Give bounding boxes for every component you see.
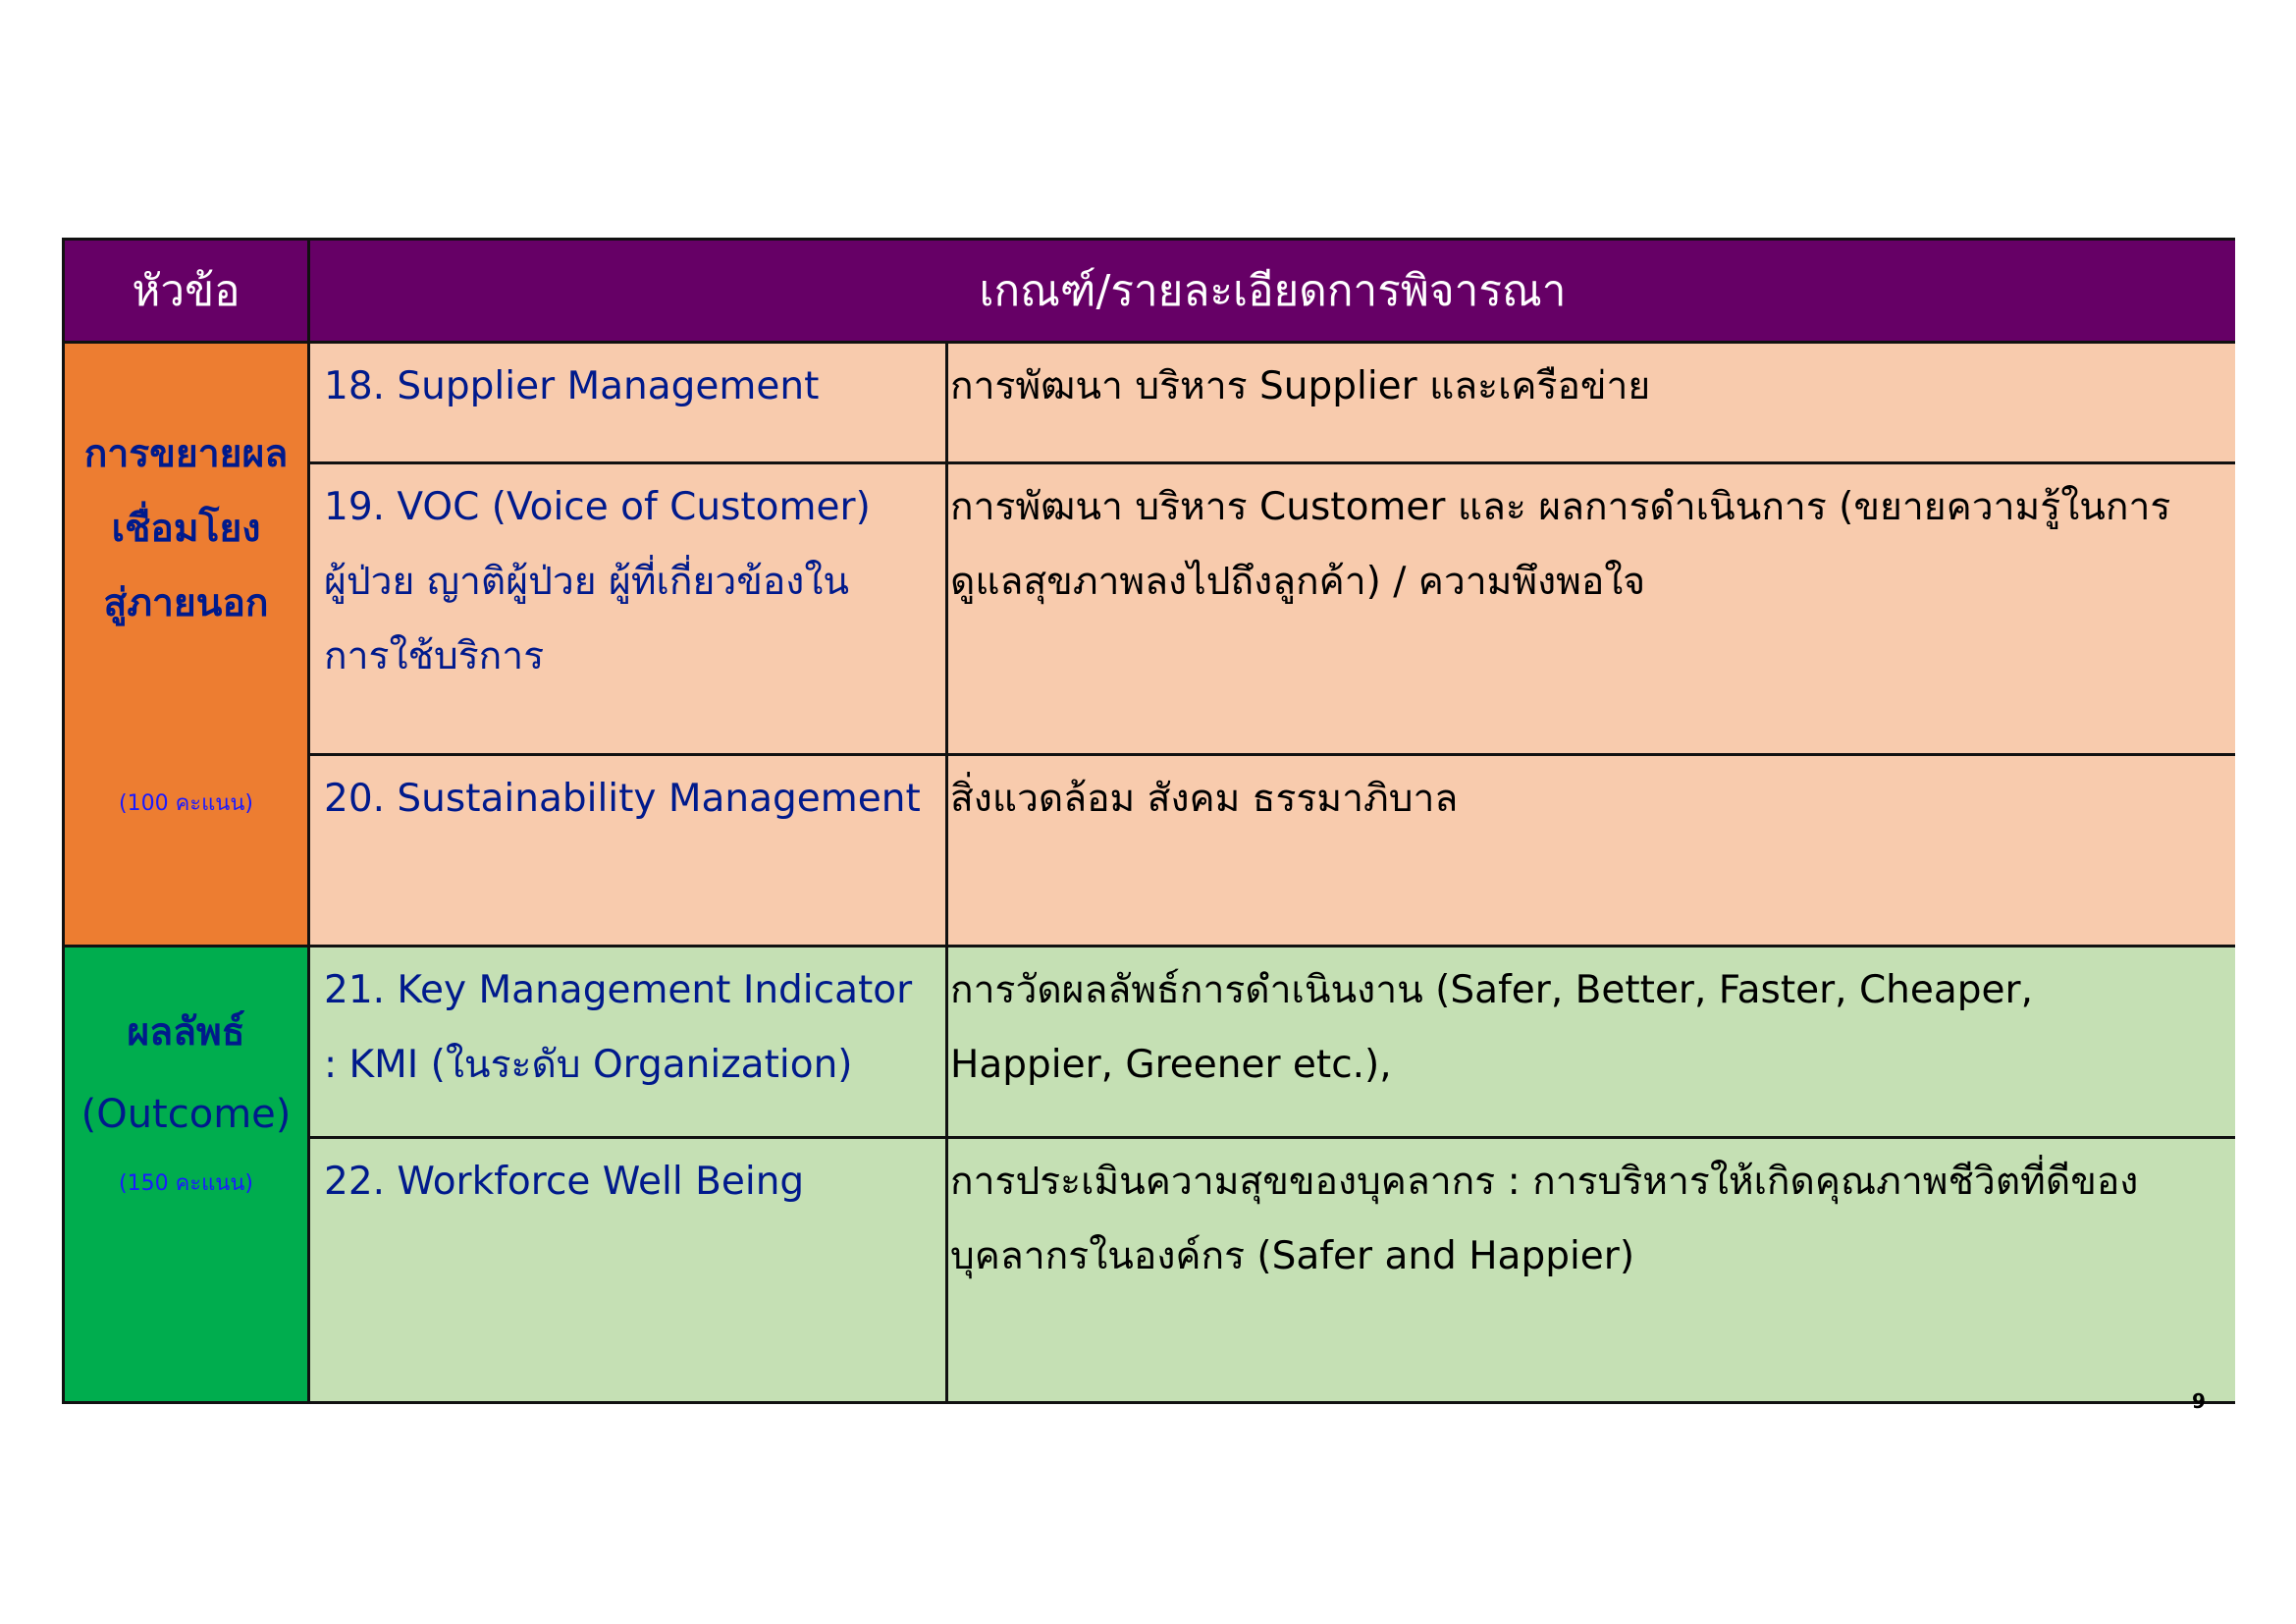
item-desc-line: Happier, Greener etc.), (950, 1043, 1392, 1087)
item-desc-18 (948, 344, 2235, 464)
item-title-22 (310, 1139, 948, 1401)
item-title-line: 19. VOC (Voice of Customer) (324, 485, 871, 529)
topic-score: (100 คะแนน) (119, 791, 253, 816)
header-topic-label: หัวข้อ (132, 266, 240, 316)
item-desc-line: สิ่งแวดล้อม สังคม ธรรมาภิบาล (950, 777, 1459, 821)
item-title-20 (310, 756, 948, 947)
header-criteria-label: เกณฑ์/รายละเอียดการพิจารณา (979, 266, 1567, 316)
topic-line: เชื่อมโยง (111, 507, 261, 551)
item-desc-19 (948, 464, 2235, 756)
item-desc-20 (948, 756, 2235, 947)
item-title-line: ผู้ป่วย ญาติผู้ป่วย ผู้ที่เกี่ยวข้องใน (324, 560, 850, 604)
header-criteria (310, 241, 2235, 344)
item-title-line: 21. Key Management Indicator (324, 968, 913, 1012)
item-title-line: : KMI (ในระดับ Organization) (324, 1043, 853, 1087)
item-desc-line: การพัฒนา บริหาร Supplier และเครือข่าย (950, 364, 1651, 408)
topic-cell-external-expansion (65, 344, 310, 947)
item-title-line: 22. Workforce Well Being (324, 1160, 805, 1204)
item-desc-line: บุคลากรในองค์กร (Safer and Happier) (950, 1234, 1635, 1278)
topic-line: (Outcome) (80, 1092, 292, 1137)
item-desc-line: การประเมินความสุขของบุคลากร : การบริหารให้เกิดคุณภาพชีวิตที่ดีของ (950, 1160, 2139, 1204)
item-title-18 (310, 344, 948, 464)
topic-line: ผลลัพธ์ (127, 1010, 245, 1055)
topic-cell-outcome (65, 947, 310, 1401)
item-title-19 (310, 464, 948, 756)
topic-line: สู่ภายนอก (103, 581, 269, 625)
item-desc-line: การพัฒนา บริหาร Customer และ ผลการดำเนินการ (ขยายความรู้ในการ (950, 485, 2171, 529)
header-topic (65, 241, 310, 344)
item-desc-22 (948, 1139, 2235, 1401)
item-desc-line: การวัดผลลัพธ์การดำเนินงาน (Safer, Better, Faster, Cheaper, (950, 968, 2033, 1012)
item-title-21 (310, 947, 948, 1139)
item-desc-21 (948, 947, 2235, 1139)
item-title-line: การใช้บริการ (324, 634, 545, 678)
criteria-table (62, 238, 2235, 1404)
item-title-line: 20. Sustainability Management (324, 777, 921, 821)
topic-score: (150 คะแนน) (119, 1171, 253, 1196)
topic-line: การขยายผล (83, 432, 289, 476)
page-number: 9 (2192, 1389, 2206, 1413)
item-desc-line: ดูแลสุขภาพลงไปถึงลูกค้า) / ความพึงพอใจ (950, 560, 1646, 604)
item-title-line: 18. Supplier Management (324, 364, 820, 408)
